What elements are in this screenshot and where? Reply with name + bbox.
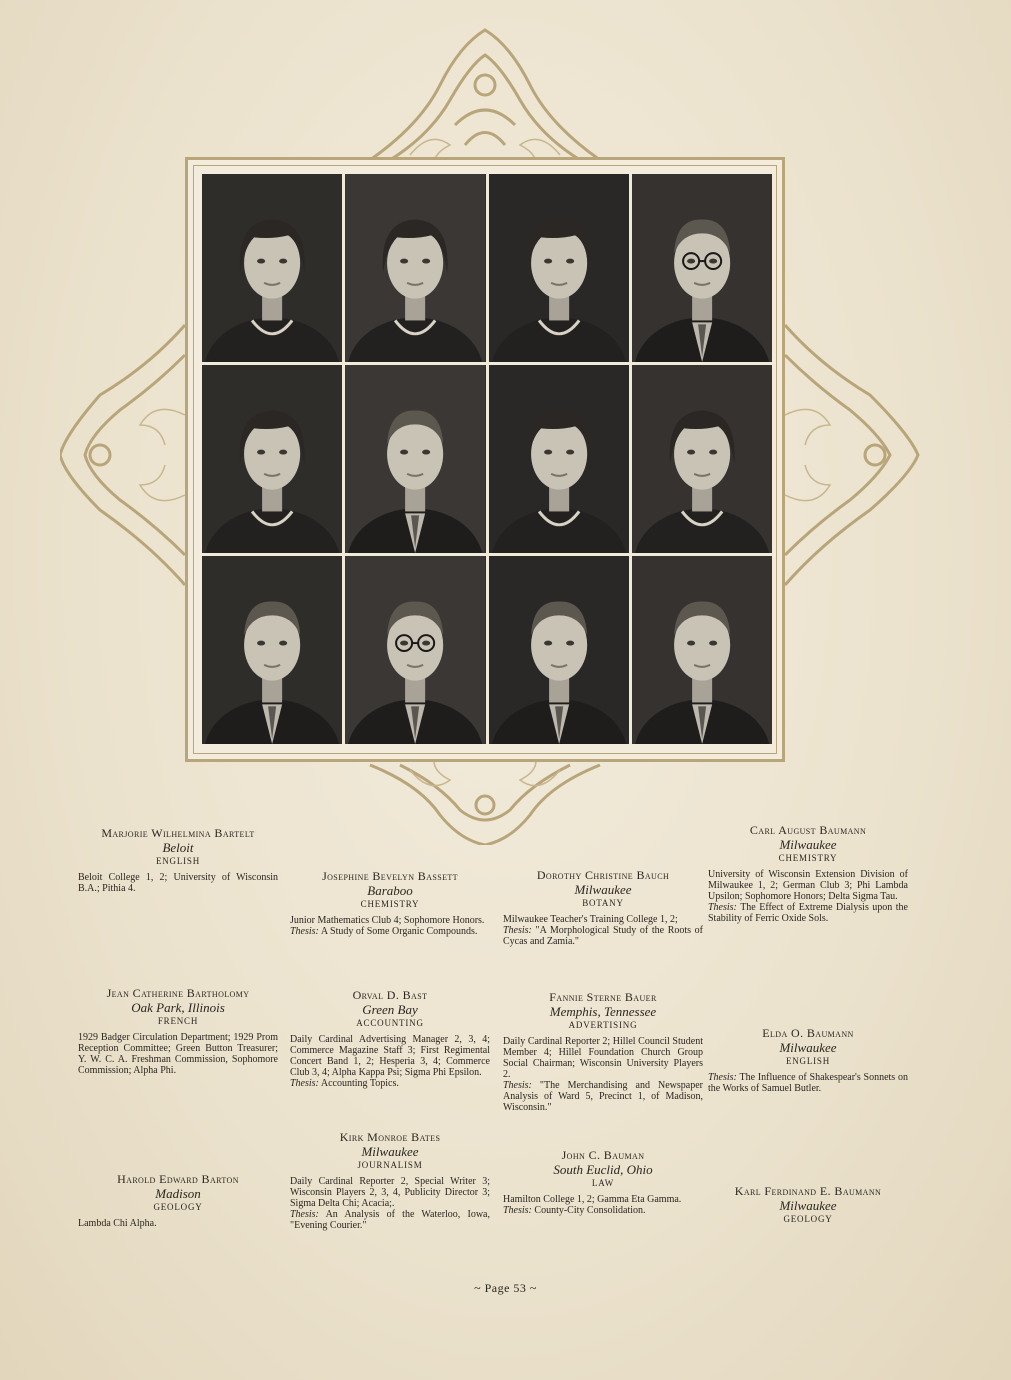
entry-thesis — [708, 1072, 908, 1094]
entry-city: Oak Park, Illinois — [131, 1000, 225, 1016]
entry-bauer — [503, 990, 703, 1113]
thesis-text: An Analysis of the Waterloo, Iowa, "Evening Courier." — [290, 1208, 490, 1231]
entry-bio: Milwaukee Teacher's Training College 1, 2; — [503, 913, 678, 925]
portrait-photo — [632, 174, 772, 362]
entry-department: CHEMISTRY — [778, 852, 838, 863]
portrait-grid — [202, 174, 772, 744]
entry-city: Madison — [155, 1186, 201, 1202]
entry-bates — [290, 1130, 490, 1231]
entry-name: Carl August Baumann — [749, 823, 867, 837]
portrait-photo — [202, 174, 342, 362]
entry-name: Dorothy Christine Bauch — [536, 868, 670, 882]
portrait-photo — [345, 365, 485, 553]
entry-bio: Junior Mathematics Club 4; Sophomore Honors. — [290, 914, 485, 926]
thesis-label: Thesis: — [290, 925, 319, 937]
thesis-text: Accounting Topics. — [320, 1077, 399, 1089]
portrait-photo — [489, 174, 629, 362]
entry-name: John C. Bauman — [561, 1148, 645, 1162]
thesis-label: Thesis: — [290, 1077, 319, 1089]
thesis-text: A Study of Some Organic Compounds. — [320, 925, 478, 937]
thesis-label: Thesis: — [503, 924, 532, 936]
thesis-text: "A Morphological Study of the Roots of Cycas and Zamia." — [503, 924, 703, 947]
entry-barton — [78, 1172, 278, 1229]
portrait-photo — [489, 365, 629, 553]
entry-department: ENGLISH — [155, 855, 201, 866]
entry-city: Green Bay — [362, 1002, 418, 1018]
entry-city: Memphis, Tennessee — [549, 1004, 657, 1020]
entry-bio: 1929 Badger Circulation Department; 1929 Prom Reception Committee; Green Button Treasurer; Y. W. C. A. Freshman Commission, Sophomore Commission; Alpha Phi. — [78, 1031, 278, 1076]
entry-department: GEOLOGY — [783, 1213, 833, 1224]
entry-thesis — [290, 1209, 490, 1231]
entry-name: Orval D. Bast — [352, 988, 428, 1002]
thesis-label: Thesis: — [290, 1208, 319, 1220]
entry-thesis — [503, 925, 703, 947]
entry-name: Josephine Bevelyn Bassett — [322, 869, 458, 883]
entry-bauman — [503, 1148, 703, 1216]
entry-bartelt — [78, 826, 278, 894]
entry-thesis — [503, 1080, 703, 1113]
thesis-text: "The Merchandising and Newspaper Analysis of Ward 5, Precinct 1, of Madison, Wisconsin." — [503, 1079, 703, 1113]
entry-department: ACCOUNTING — [356, 1017, 424, 1028]
entry-department: ENGLISH — [785, 1055, 831, 1066]
entry-bio: Beloit College 1, 2; University of Wisconsin B.A.; Pithia 4. — [78, 871, 278, 894]
entry-name: Elda O. Baumann — [762, 1026, 854, 1040]
thesis-label: Thesis: — [503, 1079, 532, 1091]
thesis-text: The Effect of Extreme Dialysis upon the Stability of Ferric Oxide Sols. — [708, 901, 908, 924]
entry-department: FRENCH — [157, 1015, 199, 1026]
entry-bauch — [503, 868, 703, 947]
entry-city: Beloit — [162, 840, 194, 856]
entry-name: Harold Edward Barton — [117, 1172, 239, 1186]
portrait-photo — [202, 556, 342, 744]
portrait-photo — [345, 174, 485, 362]
entry-bassett — [290, 869, 490, 937]
entry-name: Fannie Sterne Bauer — [549, 990, 657, 1004]
entry-department: BOTANY — [582, 897, 624, 908]
entry-name: Marjorie Wilhelmina Bartelt — [101, 826, 255, 840]
thesis-label: Thesis: — [708, 1071, 737, 1083]
entry-thesis — [290, 1078, 490, 1089]
entry-bio: Daily Cardinal Reporter 2, Special Writer 3; Wisconsin Players 2, 3, 4, Publicity Director 3; Sigma Delta Chi; Acacia;. — [290, 1175, 490, 1209]
thesis-label: Thesis: — [708, 901, 737, 913]
entry-city: Milwaukee — [361, 1144, 419, 1160]
entry-thesis — [503, 1205, 703, 1216]
entry-city: Baraboo — [367, 883, 413, 899]
entry-name: Kirk Monroe Bates — [339, 1130, 441, 1144]
entry-department: GEOLOGY — [153, 1201, 203, 1212]
thesis-text: The Influence of Shakespear's Sonnets on the Works of Samuel Butler. — [708, 1071, 908, 1094]
entry-bio: Hamilton College 1, 2; Gamma Eta Gamma. — [503, 1193, 682, 1205]
portrait-photo — [345, 556, 485, 744]
entry-department: JOURNALISM — [357, 1159, 423, 1170]
thesis-text: County-City Consolidation. — [534, 1204, 646, 1216]
entry-thesis — [708, 902, 908, 924]
entry-department: LAW — [591, 1177, 615, 1188]
entry-bartholomy — [78, 986, 278, 1076]
entry-bio: Daily Cardinal Advertising Manager 2, 3, 4; Commerce Magazine Staff 3; First Regimental Concert Band 1, 2; Hesperia 3, 4; Commerce Club 3, 4; Alpha Kappa Psi; Sigma Phi Epsilon. — [290, 1033, 490, 1078]
entry-bio: Daily Cardinal Reporter 2; Hillel Council Student Member 4; Hillel Foundation Church Group Social Chairman; Wisconsin University Players 2. — [503, 1035, 703, 1080]
portrait-photo — [489, 556, 629, 744]
entry-bast — [290, 988, 490, 1089]
entry-elda-baumann — [708, 1026, 908, 1094]
entry-department: CHEMISTRY — [360, 898, 420, 909]
entry-department: ADVERTISING — [568, 1019, 638, 1030]
entry-city: Milwaukee — [574, 882, 632, 898]
entry-name: Karl Ferdinand E. Baumann — [734, 1184, 882, 1198]
portrait-photo — [632, 556, 772, 744]
entry-bio: University of Wisconsin Extension Division of Milwaukee 1, 2; German Club 3; Phi Lambda Upsilon; Sophomore Honors; Delta Sigma Tau. — [708, 868, 908, 902]
portrait-photo — [632, 365, 772, 553]
entry-city: Milwaukee — [779, 1198, 837, 1214]
portrait-photo — [202, 365, 342, 553]
entry-bio: Lambda Chi Alpha. — [78, 1217, 157, 1229]
entry-carl-baumann — [708, 823, 908, 924]
entry-name: Jean Catherine Bartholomy — [106, 986, 250, 1000]
page-number: ~ Page 53 ~ — [474, 1281, 537, 1295]
entry-city: Milwaukee — [779, 1040, 837, 1056]
entry-thesis — [290, 926, 490, 937]
entry-city: Milwaukee — [779, 837, 837, 853]
entry-city: South Euclid, Ohio — [553, 1162, 653, 1178]
thesis-label: Thesis: — [503, 1204, 532, 1216]
entry-karl-baumann — [708, 1184, 908, 1230]
